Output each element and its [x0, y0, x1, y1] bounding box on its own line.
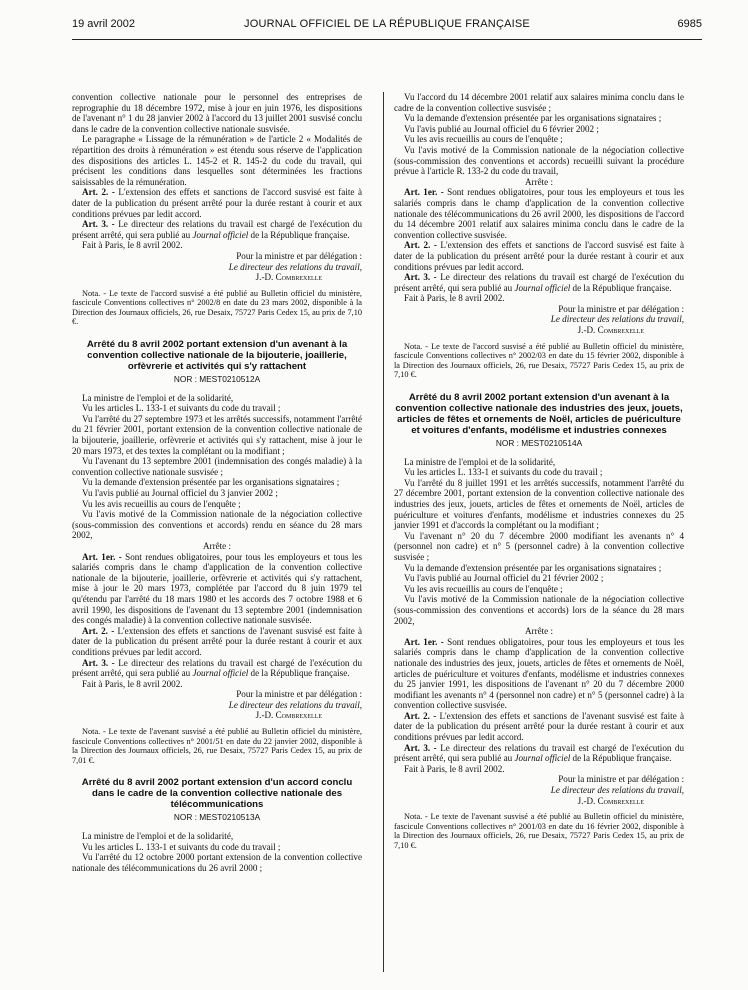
paragraph: convention collective nationale pour le personnel des entreprises de reprographie du 18 décembre 1972, mise à jour en juin 1976, les dispositions de l'avenant n° 1 du 28 janvier 2002 à l'accord du 13 juillet 2001 susvisé conclu dans le cadre de la convention collective nationale susvisée. [72, 92, 363, 134]
visa: Vu l'avis motivé de la Commission nationale de la négociation collective (sous-commission des conventions et accords) lors de la séance du 28 mars 2002, [394, 594, 684, 626]
signature-place-date: Fait à Paris, le 8 avril 2002. [82, 240, 183, 251]
visa: Vu les articles L. 133-1 et suivants du code du travail ; [404, 467, 603, 478]
arrete-heading: Arrête : [524, 176, 554, 187]
visa: La ministre de l'emploi et de la solidarité, [82, 392, 234, 403]
nor-reference: NOR : MEST0210513A [173, 812, 261, 823]
arrete-heading: Arrête : [524, 626, 554, 637]
running-header [72, 13, 702, 40]
visa: Vu l'avis motivé de la Commission nationale de la négociation collective (sous-commission des conventions et accords) recueilli suivant la procédure prévue à l'article R. 133-2 du code du travail, [394, 144, 684, 177]
director-title: Le directeur des relations du travail, [228, 699, 362, 710]
article-2: Art. 2. - L'extension des effets et sanctions de l'accord susvisé est faite à dater de la publication du présent arrêté pour la durée restant à courir et aux conditions prévues par ledit accord. [72, 187, 363, 219]
visa: Vu l'avis publié au Journal officiel du 3 janvier 2002 ; [82, 488, 278, 498]
visa: Vu l'avenant du 13 septembre 2001 (indemnisation des congés maladie) à la convention collective nationale susvisée ; [72, 456, 362, 477]
decree-title: Arrêté du 8 avril 2002 portant extension d'un avenant à la convention collective nationale de la bijouterie, joaillerie, orfèvrerie et activités qui s'y rattachent [86, 339, 348, 373]
header-journal-title: JOURNAL OFFICIEL DE LA RÉPUBLIQUE FRANÇAISE [244, 18, 530, 30]
delegation-line: Pour la ministre et par délégation : [558, 303, 684, 314]
visa: Vu l'arrêté du 12 octobre 2000 portant extension de la convention collective nationale des télécommunications du 26 avril 2000 ; [72, 852, 362, 873]
visa: La ministre de l'emploi et de la solidarité, [82, 831, 234, 842]
nor-reference: NOR : MEST0210514A [495, 438, 583, 449]
article-3: Art. 3. - Le directeur des relations du travail est chargé de l'exécution du présent arrêté, qui sera publié au Journal officiel de la République française. [394, 742, 684, 764]
visa: Vu les articles L. 133-1 et suivants du code du travail ; [82, 841, 281, 852]
visa: Vu la demande d'extension présentée par les organisations signataires ; [404, 113, 662, 124]
left-column [72, 92, 362, 873]
signatory: J.-D. Combrexelle [577, 795, 644, 806]
arrete-heading: Arrête : [202, 540, 232, 551]
visa: Vu les avis recueillis au cours de l'enquête ; [82, 498, 241, 509]
header-date: 19 avril 2002 [72, 18, 135, 30]
article-2: Art. 2. - L'extension des effets et sanctions de l'avenant susvisé est faite à dater de la publication du présent arrêté pour la durée restant à courir et aux conditions prévues par ledit accord. [72, 625, 362, 657]
delegation-line: Pour la ministre et par délégation : [558, 774, 684, 785]
article-3: Art. 3. - Le directeur des relations du travail est chargé de l'exécution du présent arrêté, qui sera publié au Journal officiel de la République française. [394, 272, 684, 293]
delegation-line: Pour la ministre et par délégation : [236, 689, 362, 700]
signatory: J.-D. Combrexelle [577, 325, 644, 336]
article-2: Art. 2. - L'extension des effets et sanctions de l'accord susvisé est faite à dater de la publication du présent arrêté pour la durée restant à courir et aux conditions prévues par ledit accord. [394, 240, 685, 272]
decree-title: Arrêté du 8 avril 2002 portant extension d'un accord conclu dans le cadre de la convention collective nationale des télécommunications [81, 777, 353, 811]
right-column [394, 92, 684, 851]
visa: Vu l'avenant n° 20 du 7 décembre 2000 modifiant les avenants n° 4 (personnel non cadre) et n° 5 (personnel cadre) à la convention collective susvisée ; [394, 530, 684, 562]
signature-place-date: Fait à Paris, le 8 avril 2002. [82, 678, 183, 689]
visa: Vu l'accord du 14 décembre 2001 relatif aux salaires minima conclu dans le cadre de la convention collective susvisée ; [394, 92, 684, 113]
paragraph: Le paragraphe « Lissage de la rémunération » de l'article 2 « Modalités de répartition des droits à rémunération » est étendu sous réserve de l'application des dispositions des articles L. 145-2 et R. 145-2 du code du travail, qui précisent les conditions dans lesquelles sont déterminées les fractions saisissables de la rémunération. [72, 134, 362, 187]
delegation-line: Pour la ministre et par délégation : [236, 250, 362, 261]
article-2: Art. 2. - L'extension des effets et sanctions de l'avenant susvisé est faite à dater de la publication du présent arrêté pour la durée restant à courir et aux conditions prévues par ledit accord. [394, 710, 684, 743]
visa: Vu la demande d'extension présentée par les organisations signataires ; [82, 477, 340, 488]
article-1: Art. 1er. - Sont rendues obligatoires, pour tous les employeurs et tous les salariés compris dans le champ d'application de la convention collective nationale des télécommunications du 26 avril 2000, les dispositions de l'accord du 14 décembre 2001 relatif aux salaires minima conclu dans le cadre de la convention collective susvisée. [394, 187, 684, 240]
director-title: Le directeur des relations du travail, [228, 261, 362, 272]
article-3: Art. 3. - Le directeur des relations du travail est chargé de l'exécution du présent arrêté, qui sera publié au Journal officiel de la République française. [72, 219, 362, 240]
visa: Vu les avis recueillis au cours de l'enquête ; [404, 134, 563, 145]
article-3: Art. 3. - Le directeur des relations du travail est chargé de l'exécution du présent arrêté, qui sera publié au Journal officiel de la République française. [72, 657, 362, 679]
signature-place-date: Fait à Paris, le 8 avril 2002. [404, 293, 505, 304]
nota: Nota. - Le texte de l'avenant susvisé a été publié au Bulletin officiel du ministère, fascicule Conventions collectives n° 2001/03 en date du 16 février 2002, disponible à la Direction des Journaux officiels, 26, rue Desaix, 75727 Paris Cedex 15, au prix de 7,10 €. [394, 812, 684, 850]
nota: Nota. - Le texte de l'accord susvisé a été publié au Bulletin officiel du ministère, fascicule Conventions collectives n° 2002/03 en date du 15 février 2002, disponible à la Direction des Journaux officiels, 26, rue Desaix, 75727 Paris Cedex 15, au prix de 7,10 €. [394, 341, 684, 380]
director-title: Le directeur des relations du travail, [550, 314, 684, 325]
nota: Nota. - Le texte de l'avenant susvisé a été publié au Bulletin officiel du ministère, fascicule Conventions collectives n° 2001/51 en date du 22 janvier 2002, disponible à la Direction des Journaux officiels, 26, rue Desaix, 75727 Paris Cedex 15, au prix de 7,01 €. [72, 727, 362, 765]
article-1: Art. 1er. - Sont rendues obligatoires, pour tous les employeurs et tous les salariés compris dans le champ d'application de la convention collective nationale de la bijouterie, joaillerie, orfèvrerie et activités qui s'y rattachent, mise à jour le 20 mars 1973, complétée par l'accord du 8 juin 1979 tel qu'étendu par l'arrêté du 18 mars 1980 et les accords des 7 octobre 1988 et 6 avril 1990, les dispositions de l'avenant du 13 septembre 2001 (indemnisation des congés maladie) à la convention collective nationale susvisée. [72, 551, 362, 626]
column-divider [383, 92, 384, 972]
visa: Vu l'arrêté du 27 septembre 1973 et les arrêtés successifs, notamment l'arrêté du 21 février 2001, portant extension de la convention collective nationale de la bijouterie, joaillerie, orfèvrerie et activités qui s'y rattachent, mise à jour le 20 mars 1973, et des textes la complétant ou la modifiant ; [72, 413, 362, 456]
header-page-number: 6985 [677, 18, 702, 30]
visa: Vu l'avis publié au Journal officiel du 21 février 2002 ; [404, 573, 604, 584]
signatory: J.-D. Combrexelle [255, 272, 322, 283]
visa: Vu l'avis publié au Journal officiel du 6 février 2002 ; [404, 123, 599, 134]
nor-reference: NOR : MEST0210512A [173, 374, 261, 385]
signature-place-date: Fait à Paris, le 8 avril 2002. [404, 763, 505, 774]
visa: Vu les articles L. 133-1 et suivants du code du travail ; [82, 403, 281, 414]
signatory: J.-D. Combrexelle [255, 710, 322, 721]
visa: Vu l'arrêté du 8 juillet 1991 et les arrêtés successifs, notamment l'arrêté du 27 décembre 2001, portant extension de la convention collective nationale des industries des jeux, jouets, articles de fêtes et ornements de Noël, articles de puériculture et voitures d'enfants, modélisme et industries connexes du 25 janvier 1991 et d'accords la complétant ou la modifiant ; [394, 477, 684, 531]
director-title: Le directeur des relations du travail, [550, 785, 684, 796]
visa: Vu la demande d'extension présentée par les organisations signataires ; [404, 562, 662, 573]
decree-title: Arrêté du 8 avril 2002 portant extension d'un avenant à la convention collective nationale des industries des jeux, jouets, articles de fêtes et ornements de Noël, articles de puériculture et voitures d'enfants, modélisme et industries connexes [395, 392, 683, 437]
visa: Vu l'avis motivé de la Commission nationale de la négociation collective (sous-commission des conventions et accords) rendu en séance du 28 mars 2002, [72, 509, 362, 541]
article-1: Art. 1er. - Sont rendues obligatoires, pour tous les employeurs et tous les salariés compris dans le champ d'application de la convention collective nationale des industries des jeux, jouets, articles de fêtes et ornements de Noël, articles de puériculture et voitures d'enfants, modélisme et industries connexes du 25 janvier 1991, les dispositions de l'avenant n° 20 du 7 décembre 2000 modifiant les avenants n° 4 (personnel non cadre) et n° 5 (personnel cadre) à la convention collective susvisée. [394, 636, 684, 711]
visa: La ministre de l'emploi et de la solidarité, [404, 456, 556, 467]
visa: Vu les avis recueillis au cours de l'enquête ; [404, 583, 563, 594]
nota: Nota. - Le texte de l'accord susvisé a été publié au Bulletin officiel du ministère, fascicule Conventions collectives n° 2002/8 en date du 23 mars 2002, disponible à la Direction des Journaux officiels, 26, rue Desaix, 75727 Paris Cedex 15, au prix de 7,10 €. [72, 288, 362, 327]
